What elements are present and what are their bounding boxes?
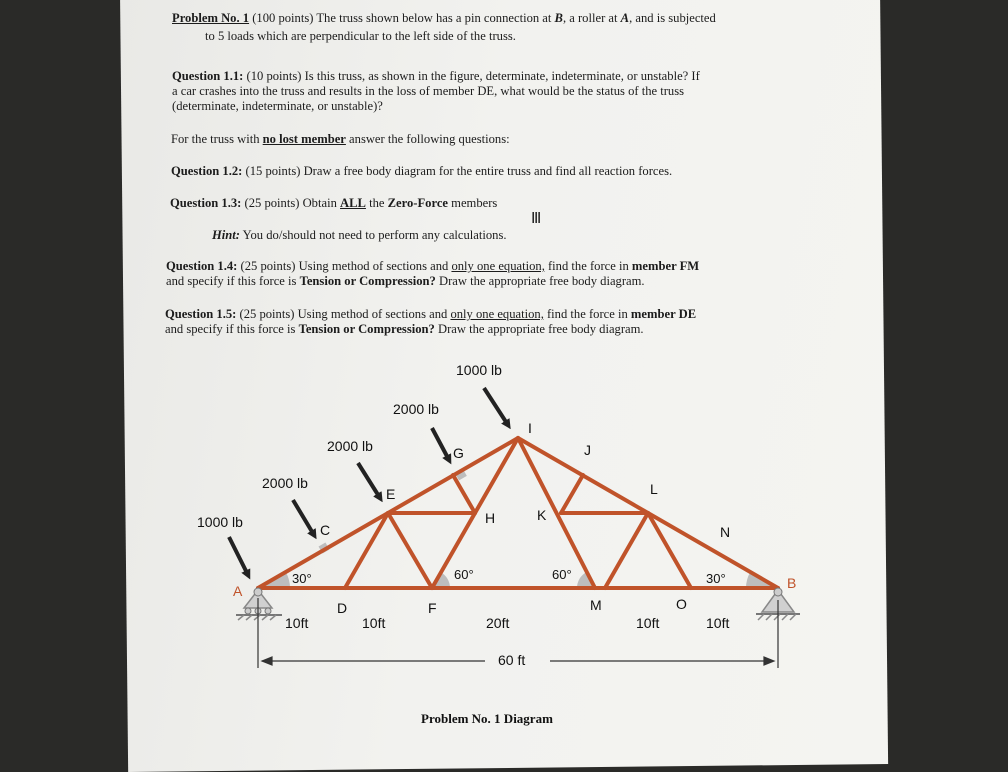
instruction-text: For the truss with [171, 132, 263, 146]
instruction-emphasis: no lost member [262, 132, 346, 146]
problem-title: Problem No. 1 [172, 11, 250, 25]
question-text: (15 points) Draw a free body diagram for the entire truss and find all reaction forces. [242, 164, 673, 178]
angle-label: 30° [706, 571, 726, 586]
member-KJ [561, 475, 583, 513]
question-emphasis: Tension or Compression? [298, 322, 435, 336]
member-LM [605, 513, 648, 588]
dimension-label: 20ft [486, 615, 510, 631]
question-label: Question 1.3: [170, 196, 242, 210]
instruction-text: answer the following questions: [345, 132, 510, 146]
hint-text: You do/should not need to perform any calculations. [240, 228, 507, 242]
text-cursor-icon: Ⅲ [531, 211, 542, 227]
question-emphasis: only one equation, [451, 259, 545, 273]
question-emphasis: only one equation, [450, 307, 544, 321]
load-arrow-G [432, 428, 449, 460]
question-label: Question 1.2: [171, 164, 243, 178]
dimension-label: 10ft [706, 615, 730, 631]
question-emphasis: member FM [631, 259, 700, 273]
node-label-E: E [386, 486, 396, 502]
node-label-B: B [787, 575, 797, 591]
diagram-caption: Problem No. 1 Diagram [421, 711, 553, 726]
angle-label: 60° [454, 567, 474, 582]
dimension-label: 10ft [636, 615, 660, 631]
question-emphasis: ALL [340, 196, 366, 210]
node-label-N: N [720, 524, 731, 540]
node-label-I: I [528, 420, 532, 436]
question-label: Question 1.1: [172, 69, 244, 83]
question-text: and specify if this force is [165, 322, 299, 336]
node-label-O: O [676, 596, 687, 612]
node-label-D: D [337, 600, 348, 616]
node-label-C: C [320, 522, 331, 538]
node-label-G: G [453, 445, 464, 461]
load-arrow-I [484, 388, 508, 425]
question-label: Question 1.4: [166, 259, 238, 273]
question-text: (25 points) Using method of sections and [236, 307, 451, 321]
total-span-label: 60 ft [498, 652, 526, 668]
question-text: (25 points) Using method of sections and [237, 259, 452, 273]
load-label: 2000 lb [262, 475, 308, 491]
question-text: members [448, 196, 498, 210]
load-arrow-A [229, 537, 248, 575]
question-emphasis: Zero-Force [387, 196, 448, 210]
question-1-1-line-3: (determinate, indeterminate, or unstable)? [172, 99, 383, 113]
angle-label: 60° [552, 567, 572, 582]
question-emphasis: Tension or Compression? [299, 274, 436, 288]
load-label: 1000 lb [197, 514, 243, 530]
problem-text: , a roller at [562, 11, 621, 25]
node-label-J: J [584, 442, 591, 458]
node-label-F: F [428, 600, 437, 616]
question-label: Question 1.5: [165, 307, 237, 321]
load-label: 2000 lb [327, 438, 373, 454]
hint-label: Hint: [212, 228, 240, 242]
dimension-label: 10ft [362, 615, 386, 631]
question-emphasis: member DE [630, 307, 697, 321]
roller-support-A [236, 588, 282, 620]
node-label-L: L [650, 481, 658, 497]
angle-label: 30° [292, 571, 312, 586]
question-text: the [365, 196, 388, 210]
question-1-1-line-2: a car crashes into the truss and results in the loss of member DE, what would be the status of the truss [172, 84, 685, 98]
truss-members [258, 438, 778, 588]
node-label-K: K [537, 507, 547, 523]
question-text: Draw the appropriate free body diagram. [435, 274, 645, 288]
member-HG [453, 475, 475, 513]
question-text: (10 points) Is this truss, as shown in the figure, determinate, indeterminate, or unstable? If [243, 69, 700, 83]
question-text: (25 points) Obtain [241, 196, 341, 210]
roller-label: A [620, 11, 630, 25]
node-label-M: M [590, 597, 602, 613]
load-arrow-C [293, 500, 314, 535]
load-label: 2000 lb [393, 401, 439, 417]
question-text: find the force in [544, 259, 632, 273]
node-label-H: H [485, 510, 496, 526]
load-arrow-E [358, 463, 380, 498]
problem-line-2: to 5 loads which are perpendicular to the left side of the truss. [205, 29, 516, 43]
dimension-label: 10ft [285, 615, 309, 631]
question-text: find the force in [543, 307, 631, 321]
question-text: Draw the appropriate free body diagram. [434, 322, 644, 336]
question-text: and specify if this force is [166, 274, 300, 288]
problem-text: (100 points) The truss shown below has a pin connection at [249, 11, 555, 25]
problem-text: , and is subjected [629, 11, 716, 25]
pin-label: B [554, 11, 563, 25]
node-label-A: A [233, 583, 243, 599]
load-label: 1000 lb [456, 362, 502, 378]
member-EF [388, 513, 432, 588]
